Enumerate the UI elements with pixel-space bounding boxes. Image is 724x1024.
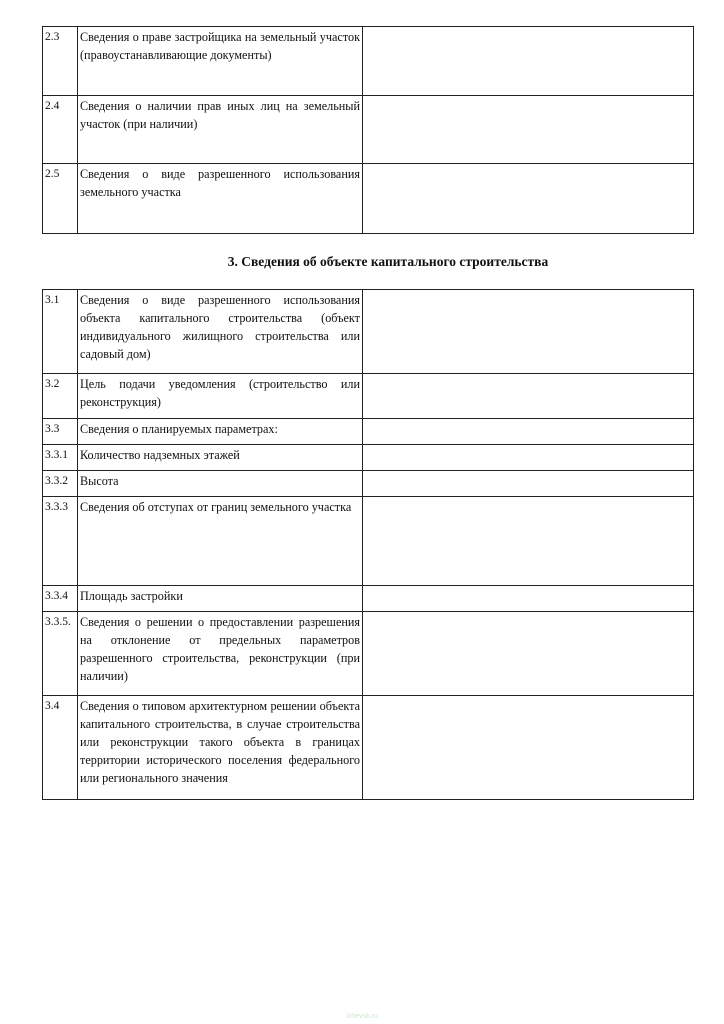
row-description: Сведения о типовом архитектурном решении объекта капитального строительства, в случае строительства или реконструкции такого объекта в границах территории исторического поселения федерального или регионального значения <box>78 696 363 800</box>
row-value-field[interactable] <box>363 445 694 471</box>
row-description: Сведения о планируемых параметрах: <box>78 419 363 445</box>
row-number: 3.3.1 <box>43 445 78 471</box>
row-description: Высота <box>78 471 363 497</box>
table-row <box>43 419 694 445</box>
row-value-field[interactable] <box>363 471 694 497</box>
row-number: 2.5 <box>43 164 78 234</box>
row-value-field[interactable] <box>363 290 694 374</box>
table-row <box>43 696 694 800</box>
table-row <box>43 164 694 234</box>
land-plot-table <box>42 26 694 234</box>
row-number: 3.4 <box>43 696 78 800</box>
row-description: Площадь застройки <box>78 586 363 612</box>
row-value-field[interactable] <box>363 586 694 612</box>
row-value-field[interactable] <box>363 374 694 419</box>
construction-object-table <box>42 289 694 800</box>
row-number: 3.2 <box>43 374 78 419</box>
table-row <box>43 445 694 471</box>
row-description: Сведения о виде разрешенного использования земельного участка <box>78 164 363 234</box>
row-number: 2.3 <box>43 27 78 96</box>
row-description: Сведения о наличии прав иных лиц на земельный участок (при наличии) <box>78 96 363 164</box>
section-title: 3. Сведения об объекте капитального строительства <box>227 254 549 269</box>
row-number: 3.3.3 <box>43 497 78 586</box>
row-number: 3.3.4 <box>43 586 78 612</box>
row-description: Сведения о виде разрешенного использования объекта капитального строительства (объект индивидуального жилищного строительства или садовый дом) <box>78 290 363 374</box>
row-number: 3.1 <box>43 290 78 374</box>
row-value-field[interactable] <box>363 419 694 445</box>
row-number: 3.3 <box>43 419 78 445</box>
table-row <box>43 27 694 96</box>
table-row <box>43 612 694 696</box>
table-row <box>43 374 694 419</box>
row-value-field[interactable] <box>363 164 694 234</box>
row-value-field[interactable] <box>363 497 694 586</box>
row-value-field[interactable] <box>363 696 694 800</box>
row-value-field[interactable] <box>363 612 694 696</box>
table-row <box>43 290 694 374</box>
watermark: izhevsk.ru <box>346 1013 378 1020</box>
row-description: Сведения о праве застройщика на земельный участок (правоустанавливающие документы) <box>78 27 363 96</box>
row-number: 3.3.5. <box>43 612 78 696</box>
table-row <box>43 471 694 497</box>
table-row <box>43 497 694 586</box>
row-value-field[interactable] <box>363 96 694 164</box>
table-row <box>43 96 694 164</box>
row-description: Сведения о решении о предоставлении разрешения на отклонение от предельных параметров разрешенного строительства, реконструкции (при наличии) <box>78 612 363 696</box>
row-description: Сведения об отступах от границ земельного участка <box>78 497 363 586</box>
row-number: 2.4 <box>43 96 78 164</box>
row-description: Количество надземных этажей <box>78 445 363 471</box>
row-number: 3.3.2 <box>43 471 78 497</box>
row-value-field[interactable] <box>363 27 694 96</box>
table-row <box>43 586 694 612</box>
row-description: Цель подачи уведомления (строительство или реконструкция) <box>78 374 363 419</box>
